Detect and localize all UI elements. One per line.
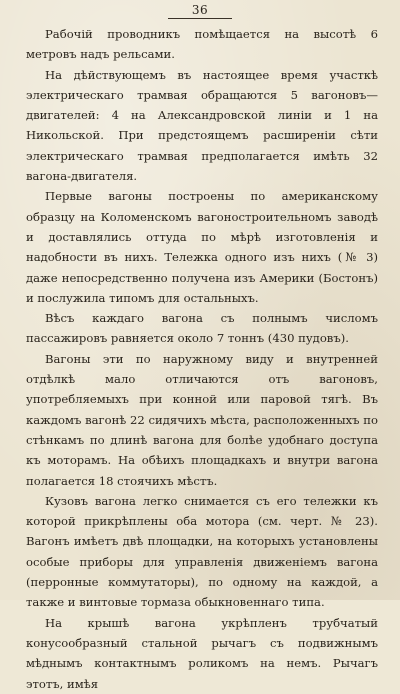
paragraph-1: Рабочій проводникъ помѣщается на высотѣ 6 метровъ надъ рельсами. xyxy=(26,27,378,62)
page-number: 36 xyxy=(191,3,209,17)
paragraph-6: Кузовъ вагона легко снимается съ его тележки къ которой прикрѣплены оба мотора (см. черт. № 23). Вагонъ имѣетъ двѣ площадки, на которыхъ установлены особые приборы для управленія движеніемъ вагона (перронные коммутаторы), по одному на каждой, а также и винтовые тормаза обыкновеннаго типа. xyxy=(26,493,378,610)
paragraph-7: На крышѣ вагона укрѣпленъ трубчатый конусообразный стальной рычагъ съ подвижнымъ мѣднымъ контактнымъ роликомъ на немъ. Рычагъ этотъ, имѣя xyxy=(26,615,378,691)
paragraph-4: Вѣсъ каждаго вагона съ полнымъ числомъ пассажировъ равняется около 7 тоннъ (430 пудовъ). xyxy=(26,311,378,346)
page-number-rule xyxy=(168,18,232,19)
body-text xyxy=(26,24,378,694)
paragraph-2: На дѣйствующемъ въ настоящее время участкѣ электрическаго трамвая обращаются 5 вагоновъ—двигателей: 4 на Александровской линіи и 1 на Никольской. При предстоящемъ расширеніи сѣти электрическаго трамвая предполагается имѣть 32 вагона-двигателя. xyxy=(26,67,378,184)
paragraph-3: Первые вагоны построены по американскому образцу на Коломенскомъ вагоностроительномъ заводѣ и доставлялись оттуда по мѣрѣ изготовленія и надобности въ нихъ. Тележка одного изъ нихъ (№ 3) даже непосредственно получена изъ Америки (Бостонъ) и послужила типомъ для остальныхъ. xyxy=(26,189,378,305)
paragraph-5: Вагоны эти по наружному виду и внутренней отдѣлкѣ мало отличаются отъ вагоновъ, употребляемыхъ при конной или паровой тягѣ. Въ каждомъ вагонѣ 22 сидячихъ мѣста, расположенныхъ по стѣнкамъ по длинѣ вагона для болѣе удобнаго доступа къ моторамъ. На обѣихъ площадкахъ и внутри вагона полагается 18 стоячихъ мѣстъ. xyxy=(26,351,378,488)
